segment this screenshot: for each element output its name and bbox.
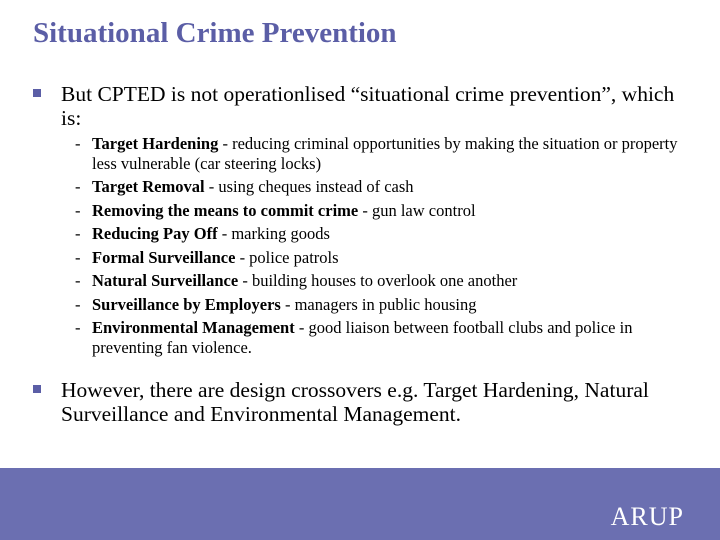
item-description: - building houses to overlook one another — [238, 271, 518, 290]
square-bullet-icon — [33, 89, 41, 97]
dash-bullet-icon: - — [75, 271, 81, 290]
item-description: - managers in public housing — [280, 294, 477, 314]
bullet-text: However, there are design crossovers e.g. Target Hardening, Natural Surveillance and Environmental Management. — [61, 378, 649, 426]
item-term: Natural Surveillance — [92, 271, 239, 290]
dash-bullet-icon: - — [75, 224, 81, 243]
situational-prevention-list — [33, 134, 693, 357]
footer-bar — [0, 468, 720, 540]
item-term: Surveillance by Employers — [92, 294, 281, 314]
item-term: Formal Surveillance — [92, 247, 236, 267]
square-bullet-icon — [33, 385, 41, 393]
dash-bullet-icon: - — [75, 247, 81, 267]
item-description: - gun law control — [358, 200, 476, 220]
item-term: Removing the means to commit crime — [92, 200, 359, 220]
list-item — [75, 295, 693, 315]
item-description: - using cheques instead of cash — [204, 177, 414, 196]
dash-bullet-icon: - — [75, 318, 81, 337]
bullet-point-cpted — [33, 82, 693, 361]
list-item — [75, 248, 693, 268]
list-item — [75, 318, 693, 357]
list-item — [75, 177, 693, 197]
dash-bullet-icon: - — [75, 177, 81, 196]
item-description: - good liaison between football clubs and police in preventing fan violence. — [92, 318, 633, 357]
dash-bullet-icon: - — [75, 200, 81, 220]
item-term: Target Removal — [92, 177, 205, 196]
bullet-point-crossovers — [33, 378, 693, 426]
bullet-text: But CPTED is not operationlised “situational crime prevention”, which is: — [61, 82, 675, 130]
item-term: Target Hardening — [92, 134, 219, 153]
list-item — [75, 224, 693, 244]
item-term: Environmental Management — [92, 318, 295, 337]
list-item — [75, 134, 693, 173]
item-description: - marking goods — [217, 224, 330, 243]
slide-title: Situational Crime Prevention — [33, 17, 397, 49]
item-description: - police patrols — [235, 247, 339, 267]
item-description: - reducing criminal opportunities by making the situation or property less vulnerable (car steering locks) — [92, 134, 678, 173]
list-item — [75, 271, 693, 291]
dash-bullet-icon: - — [75, 134, 81, 153]
dash-bullet-icon: - — [75, 294, 81, 314]
item-term: Reducing Pay Off — [92, 224, 218, 243]
list-item — [75, 201, 693, 221]
arup-logo: ARUP — [610, 502, 684, 531]
